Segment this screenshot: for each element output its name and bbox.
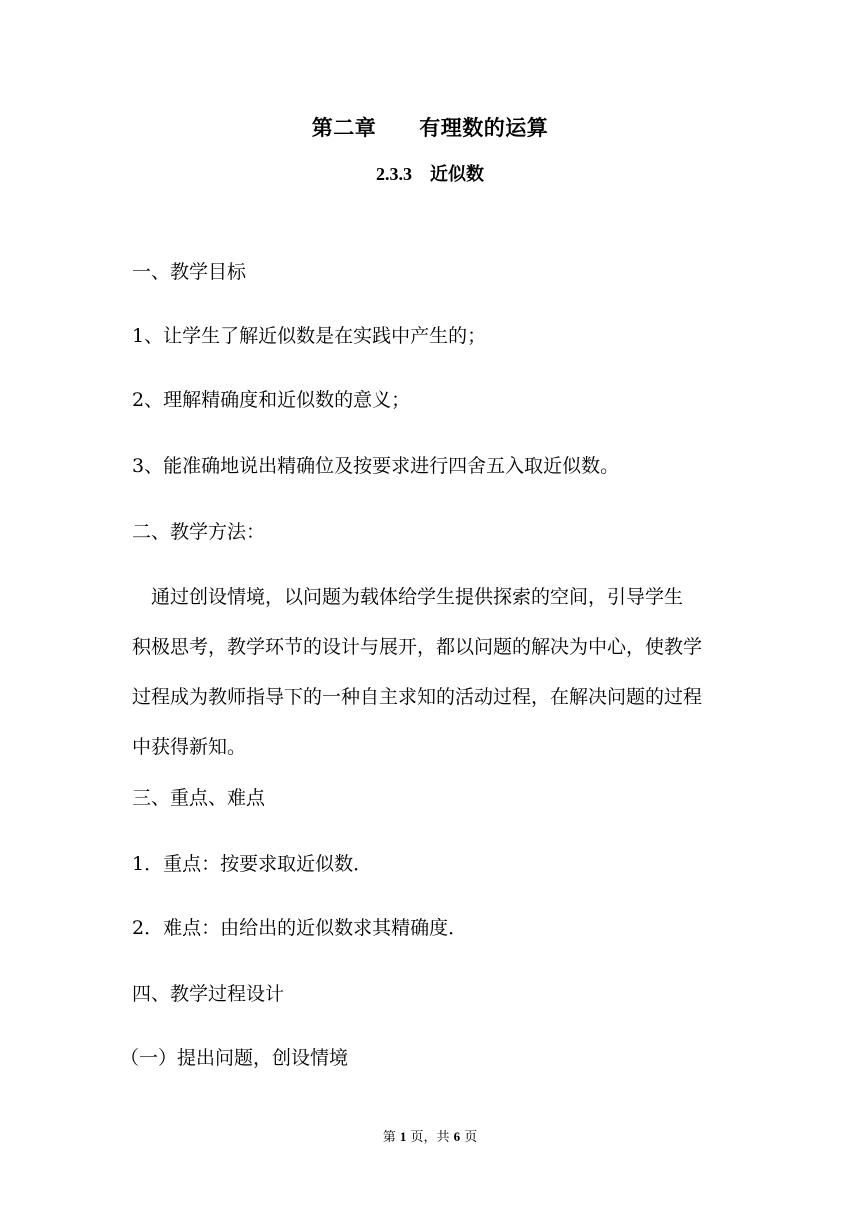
section-number: 2.3.3	[376, 164, 412, 184]
footer-current-page: 1	[399, 1129, 407, 1144]
methods-paragraph-line: 积极思考，教学环节的设计与展开，都以问题的解决为中心，使教学	[132, 636, 703, 658]
footer-middle: 页，共	[406, 1130, 454, 1145]
methods-paragraph-line: 中获得新知。	[132, 736, 247, 758]
key-point-item-1: 1．重点：按要求取近似数．	[132, 853, 373, 875]
heading-process: 四、教学过程设计	[132, 983, 285, 1005]
process-subheading-1: （一）提出问题，创设情境	[120, 1047, 349, 1069]
page-footer	[0, 1126, 860, 1145]
section-title-line	[0, 160, 860, 186]
section-title: 近似数	[430, 164, 484, 185]
methods-paragraph-line: 过程成为教师指导下的一种自主求知的活动过程，在解决问题的过程	[132, 686, 703, 708]
methods-paragraph-line: 通过创设情境，以问题为载体给学生提供探索的空间，引导学生	[132, 586, 684, 608]
heading-methods: 二、教学方法：	[132, 521, 266, 543]
chapter-title: 第二章 有理数的运算	[311, 116, 549, 140]
objective-item-3: 3、能准确地说出精确位及按要求进行四舍五入取近似数。	[132, 455, 620, 477]
objective-item-1: 1、让学生了解近似数是在实践中产生的；	[132, 325, 487, 347]
footer-suffix: 页	[460, 1130, 478, 1145]
footer-prefix: 第	[382, 1130, 400, 1145]
methods-paragraph	[132, 572, 732, 772]
footer-total-pages: 6	[453, 1129, 461, 1144]
heading-key-points: 三、重点、难点	[132, 787, 266, 809]
key-point-item-2: 2．难点：由给出的近似数求其精确度．	[132, 917, 468, 939]
heading-objectives: 一、教学目标	[132, 261, 247, 283]
objective-item-2: 2、理解精确度和近似数的意义；	[132, 389, 411, 411]
